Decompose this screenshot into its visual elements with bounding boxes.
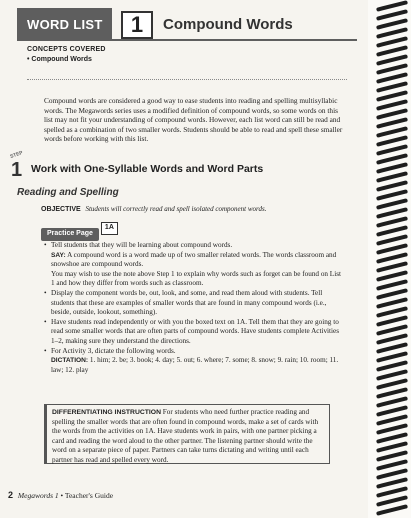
differentiating-label: DIFFERENTIATING INSTRUCTION	[52, 409, 161, 416]
objective-label: OBJECTIVE	[41, 206, 81, 213]
list-item	[44, 241, 346, 289]
binding-coil	[376, 504, 408, 516]
differentiating-text: For students who need further practice reading and spelling the smaller words that are often found in compound words, make a set of cards with the words from the activities on 1A. Have students work in pairs, with one partner picking a card and reading the word aloud to the other partner. The listening partner should write the word on a separate piece of paper. Partners can take turns dictating and writing until each partner has read and spelled every word.	[52, 408, 319, 464]
concepts-heading: CONCEPTS COVERED	[27, 46, 106, 53]
instruction-list	[44, 241, 346, 375]
bullet-text: For Activity 3, dictate the following words.	[51, 346, 176, 355]
dictation-text: 1. him; 2. be; 3. book; 4. day; 5. out; 6. where; 7. some; 8. snow; 9. rain; 10. room; 11. law; 12. play	[51, 356, 339, 374]
dictation-label: DICTATION:	[51, 357, 89, 365]
page-title: Compound Words	[163, 16, 293, 33]
differentiating-instruction-box	[44, 404, 330, 464]
say-label: SAY:	[51, 251, 66, 259]
word-list-banner	[17, 8, 112, 41]
spiral-binding	[368, 0, 411, 518]
practice-page-label: Practice Page	[41, 228, 99, 241]
guide-title: Teacher's Guide	[64, 491, 114, 500]
objective	[41, 205, 266, 213]
concept-item: • Compound Words	[27, 56, 92, 63]
step-marker	[9, 149, 29, 181]
bullet-note: You may wish to use the note above Step 1 to explain why words such as forget can be found on List 1 and how they differ from words such as classroom.	[51, 269, 341, 288]
list-number: 1	[121, 11, 153, 39]
practice-page-number: 1A	[101, 222, 118, 235]
concept-item-label: Compound Words	[31, 56, 92, 63]
footer-separator: •	[60, 491, 64, 500]
book-title: Megawords 1	[17, 491, 59, 500]
word-list-header	[17, 8, 357, 41]
say-text: A compound word is a word made up of two smaller related words. The words classroom and snowshoe are compound words.	[51, 250, 337, 269]
list-item	[44, 347, 346, 376]
practice-page-tag	[41, 222, 118, 235]
step-number: 1	[11, 159, 23, 181]
list-item	[44, 318, 346, 347]
objective-text: Students will correctly read and spell isolated component words.	[85, 205, 267, 213]
step-label: STEP	[9, 149, 24, 161]
bullet-text: Display the component words be, out, look, and some, and read them aloud with students. Tell students that these are examples of smaller words that are found in many compound words (i.e., beside, outside, lookout, something).	[51, 288, 327, 317]
step-title: Work with One-Syllable Words and Word Parts	[31, 163, 264, 175]
header-rule	[17, 39, 357, 41]
bullet-text: Have students read independently or with you the boxed text on 1A. Tell them that they are going to read some smaller words that are often parts of compound words. Have students complete Activities 1–2, making sure they understand the directions.	[51, 317, 340, 345]
concepts-covered-box	[27, 46, 347, 80]
section-heading: Reading and Spelling	[17, 187, 119, 198]
bullet-text: Tell students that they will be learning about compound words.	[51, 241, 233, 249]
page-footer	[8, 490, 113, 500]
word-list-label: WORD LIST	[27, 17, 103, 32]
list-item	[44, 289, 346, 318]
intro-paragraph: Compound words are considered a good way to ease students into reading and spelling multisyllabic words. The Megawords series uses a modified definition of compound words, so some words on this list may not fit your understanding of compound words. However, each list word can still be read and spelled as a combination of two smaller words. Students should be able to read and spell these smaller words before working with this list.	[44, 96, 343, 144]
page-number: 2	[8, 490, 14, 500]
